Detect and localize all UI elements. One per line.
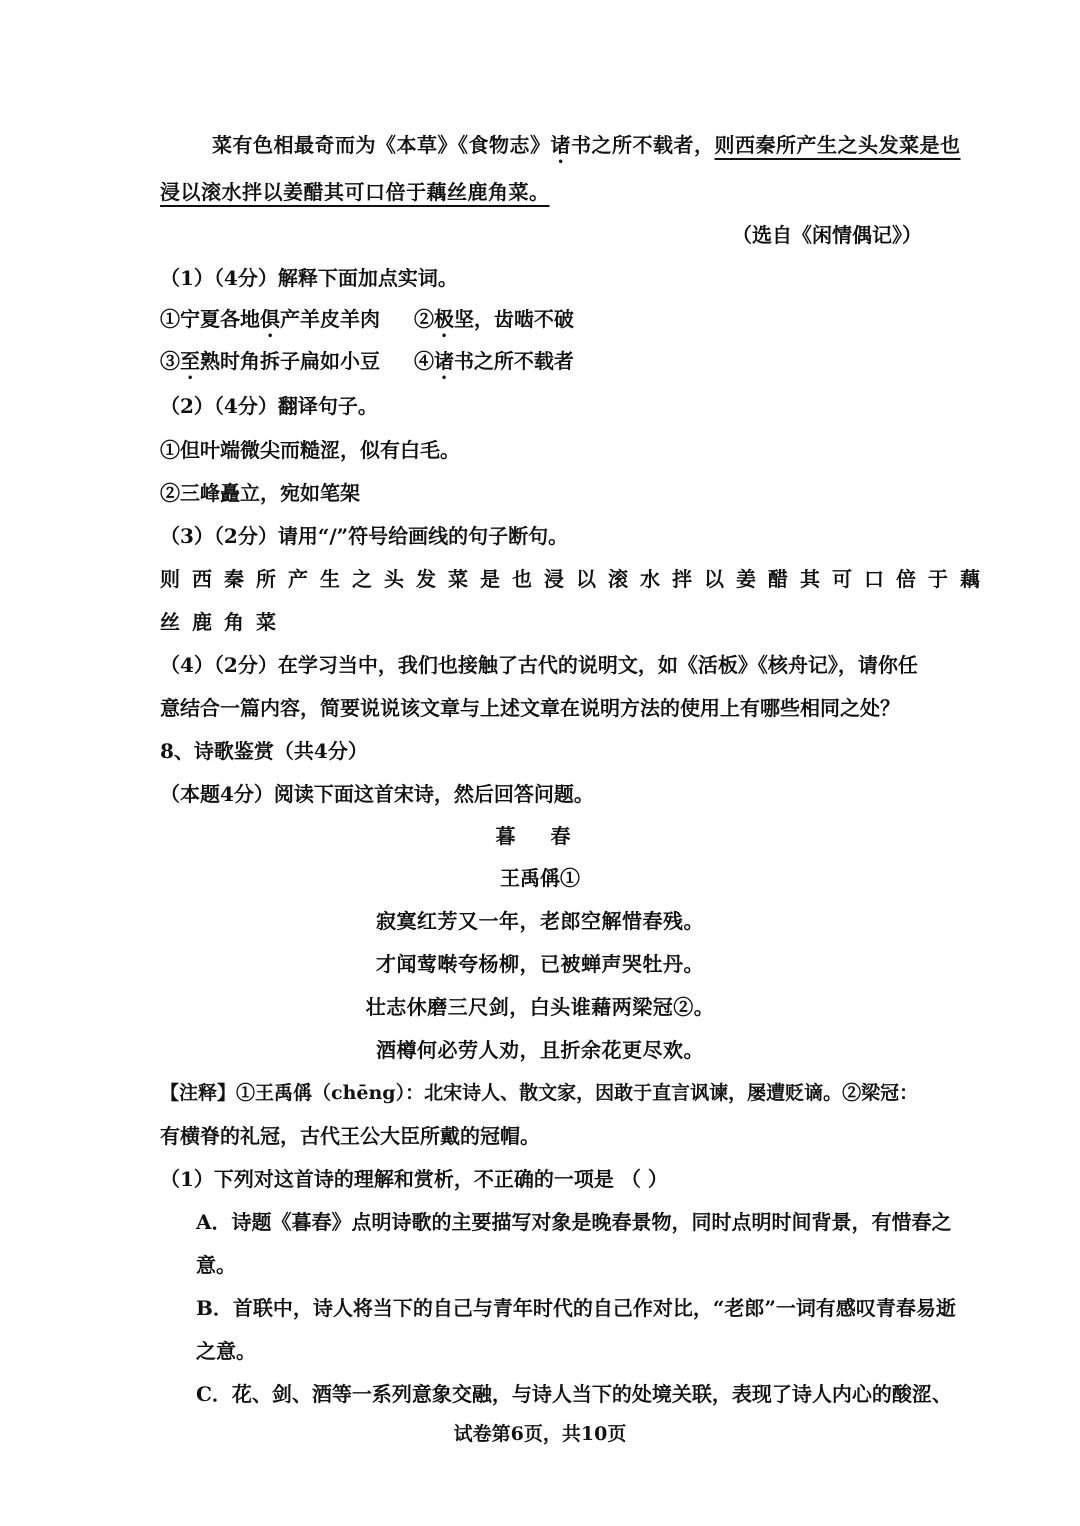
dotted-char: 诸 xyxy=(433,349,454,373)
dotted-char: 俱 xyxy=(260,307,280,331)
option-c-line1: C．花、剑、酒等一系列意象交融，与诗人当下的处境关联，表现了诗人内心的酸涩、 xyxy=(196,1382,952,1406)
item-text: 书之所不载者 xyxy=(453,349,574,373)
q7-part1-title: （1）（4分）解释下面加点实词。 xyxy=(160,266,458,290)
q7-part2-title: （2）（4分）翻译句子。 xyxy=(160,394,378,418)
q8-sub1-title: （1）下列对这首诗的理解和赏析，不正确的一项是 （ ） xyxy=(160,1167,668,1191)
underlined-sentence: 浸以滚水拌以姜醋其可口倍于藕丝鹿角菜。 xyxy=(160,180,550,204)
passage-text: 菜有色相最奇而为《本草》《食物志》 xyxy=(212,133,551,157)
poem-line-4: 酒樽何必劳人劝，且折余花更尽欢。 xyxy=(376,1038,704,1062)
dotted-char: 诸 xyxy=(550,133,571,157)
dotted-char: 极 xyxy=(433,307,454,331)
q7-part3-sentence-line2: 丝鹿角菜 xyxy=(160,610,288,634)
q7-part2-item2: ②三峰矗立，宛如笔架 xyxy=(160,481,360,505)
q7-part4-line1: （4）（2分）在学习当中，我们也接触了古代的说明文，如《活板》《核舟记》，请你任 xyxy=(160,653,918,677)
option-a-line1: A．诗题《暮春》点明诗歌的主要描写对象是晚春景物，同时点明时间背景，有惜春之 xyxy=(196,1210,952,1234)
item-text: ①宁夏各地 xyxy=(160,307,260,331)
poem-line-3: 壮志休磨三尺剑，白头谁藉两梁冠②。 xyxy=(365,995,715,1019)
q7-part3-title: （3）（2分）请用“/”符号给画线的句子断句。 xyxy=(160,524,569,548)
q7-part2-item1: ①但叶端微尖而糙涩，似有白毛。 xyxy=(160,438,460,462)
q7-part1-items-row2 xyxy=(160,347,922,384)
passage-source: （选自《闲情偶记》） xyxy=(732,223,922,247)
page-footer: 试卷第6页，共10页 xyxy=(453,1423,627,1445)
underlined-sentence: 则西秦所产生之头发菜是也 xyxy=(714,133,961,157)
poem-line-1: 寂寞红芳又一年，老郎空解惜春残。 xyxy=(376,909,704,933)
poem-notes-line1: 【注释】①王禹偁（chēng）：北宋诗人、散文家，因敢于直言讽谏，屡遭贬谪。②梁冠： xyxy=(160,1082,919,1104)
poem-author: 王禹偁① xyxy=(500,866,580,890)
q7-part3-sentence-line1: 则西秦所产生之头发菜是也浸以滚水拌以姜醋其可口倍于藕 xyxy=(160,567,992,591)
q8-intro: （本题4分）阅读下面这首宋诗，然后回答问题。 xyxy=(160,782,594,806)
item-text: ④ xyxy=(413,349,434,373)
q8-heading: 8、诗歌鉴赏（共4分） xyxy=(160,739,368,763)
item-text: ② xyxy=(413,307,434,331)
poem-title: 暮 春 xyxy=(495,824,585,848)
option-a-line2: 意。 xyxy=(196,1253,236,1277)
passage-text: 书之所不载者， xyxy=(571,133,715,157)
passage-line-2 xyxy=(160,178,922,206)
item-text: 坚，齿啮不破 xyxy=(453,307,574,331)
item-text: 产羊皮羊肉 xyxy=(280,307,380,331)
poem-line-2: 才闻莺啭夸杨柳，已被蝉声哭牡丹。 xyxy=(376,952,704,976)
q7-part1-items-row1 xyxy=(160,305,922,342)
q7-part4-line2: 意结合一篇内容，简要说说该文章与上述文章在说明方法的使用上有哪些相同之处？ xyxy=(160,696,900,720)
poem-notes-line2: 有横脊的礼冠，古代王公大臣所戴的冠帽。 xyxy=(160,1124,540,1148)
item-text: ③ xyxy=(160,349,180,373)
option-b-line1: B．首联中，诗人将当下的自己与青年时代的自己作对比，“老郎”一词有感叹青春易逝 xyxy=(196,1296,956,1320)
item-text: 熟时角拆子扁如小豆 xyxy=(200,349,380,373)
option-b-line2: 之意。 xyxy=(196,1339,256,1363)
passage-line-1 xyxy=(212,131,961,168)
dotted-char: 至 xyxy=(180,349,200,373)
